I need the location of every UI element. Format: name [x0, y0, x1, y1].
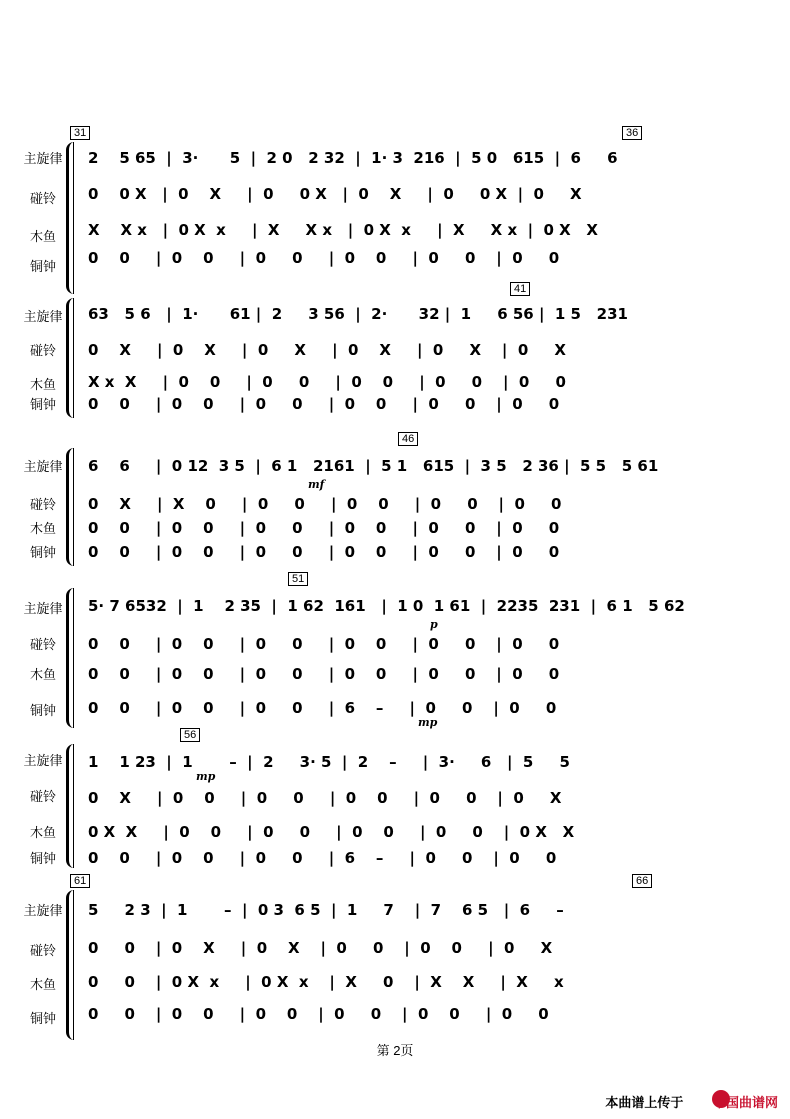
- source-prefix: 本曲谱上传于: [605, 1095, 684, 1110]
- instrument-label: 主旋律: [23, 310, 63, 325]
- instrument-label: 主旋律: [23, 152, 63, 167]
- instrument-label: 碰铃: [29, 344, 56, 359]
- instrument-label: 铜钟: [29, 398, 56, 413]
- source-brand[interactable]: 中国曲谱网: [712, 1095, 778, 1110]
- notation-row: 0 0 | 0 0 | 0 0 | 0 0 | 0 0 | 0 0: [88, 635, 560, 653]
- instrument-label: 主旋律: [23, 904, 63, 919]
- notation-row: 63 5 6 | 1· 61 | 2 3 56 | 2· 32 | 1 6 56 | 1 5 231: [88, 305, 628, 323]
- instrument-label: 碰铃: [29, 192, 56, 207]
- page-number: 第 2页: [376, 1043, 414, 1058]
- dynamic-marking: mp: [418, 716, 438, 729]
- notation-row: 0 0 | 0 X x | 0 X x | X 0 | X X | X x: [88, 973, 564, 991]
- notation-row: X x X | 0 0 | 0 0 | 0 0 | 0 0 | 0 0: [88, 373, 566, 391]
- instrument-label: 木鱼: [29, 522, 56, 537]
- measure-number: 66: [632, 874, 652, 888]
- instrument-label: 主旋律: [23, 460, 63, 475]
- dynamic-marking: p: [430, 618, 438, 631]
- instrument-label: 碰铃: [29, 790, 56, 805]
- instrument-label: 木鱼: [29, 230, 56, 245]
- notation-row: 0 0 | 0 0 | 0 0 | 0 0 | 0 0 | 0 0: [88, 543, 560, 561]
- notation-row: 1 1 23 | 1 – | 2 3· 5 | 2 – | 3· 6 | 5 5: [88, 753, 570, 771]
- notation-row: 2 5 65 | 3· 5 | 2 0 2 32 | 1· 3 216 | 5 0 615 | 6 6: [88, 149, 618, 167]
- instrument-label: 铜钟: [29, 852, 56, 867]
- notation-row: 0 0 | 0 0 | 0 0 | 0 0 | 0 0 | 0 0: [88, 1005, 549, 1023]
- instrument-label: 木鱼: [29, 826, 56, 841]
- instrument-label: 碰铃: [29, 638, 56, 653]
- notation-row: 0 X | 0 0 | 0 0 | 0 0 | 0 0 | 0 X: [88, 789, 562, 807]
- instrument-label: 木鱼: [29, 978, 56, 993]
- notation-row: 0 X | 0 X | 0 X | 0 X | 0 X | 0 X: [88, 341, 566, 359]
- instrument-label: 主旋律: [23, 754, 63, 769]
- notation-row: 0 0 | 0 0 | 0 0 | 0 0 | 0 0 | 0 0: [88, 519, 560, 537]
- notation-row: 0 0 X | 0 X | 0 0 X | 0 X | 0 0 X | 0 X: [88, 185, 582, 203]
- notation-row: 0 X | X 0 | 0 0 | 0 0 | 0 0 | 0 0: [88, 495, 562, 513]
- instrument-label: 铜钟: [29, 1012, 56, 1027]
- dynamic-marking: mp: [196, 770, 216, 783]
- measure-number: 46: [398, 432, 418, 446]
- instrument-label: 铜钟: [29, 704, 56, 719]
- instrument-label: 铜钟: [29, 546, 56, 561]
- notation-row: 0 0 | 0 X | 0 X | 0 0 | 0 0 | 0 X: [88, 939, 553, 957]
- instrument-label: 主旋律: [23, 602, 63, 617]
- measure-number: 56: [180, 728, 200, 742]
- notation-row: 0 0 | 0 0 | 0 0 | 6 – | 0 0 | 0 0: [88, 699, 557, 717]
- dynamic-marking: mf: [308, 478, 325, 491]
- notation-row: 0 0 | 0 0 | 0 0 | 6 – | 0 0 | 0 0: [88, 849, 557, 867]
- instrument-label: 木鱼: [29, 668, 56, 683]
- instrument-label: 碰铃: [29, 498, 56, 513]
- measure-number: 51: [288, 572, 308, 586]
- notation-row: X X x | 0 X x | X X x | 0 X x | X X x | 0 X X: [88, 221, 598, 239]
- notation-row: 5· 7 6532 | 1 2 35 | 1 62 161 | 1 0 1 61 | 2235 231 | 6 1 5 62: [88, 597, 685, 615]
- instrument-label: 铜钟: [29, 260, 56, 275]
- measure-number: 31: [70, 126, 90, 140]
- notation-row: 6 6 | 0 12 3 5 | 6 1 2161 | 5 1 615 | 3 5 2 36 | 5 5 5 61: [88, 457, 659, 475]
- notation-row: 5 2 3 | 1 – | 0 3 6 5 | 1 7 | 7 6 5 | 6 –: [88, 901, 564, 919]
- notation-row: 0 0 | 0 0 | 0 0 | 0 0 | 0 0 | 0 0: [88, 395, 560, 413]
- instrument-label: 木鱼: [29, 378, 56, 393]
- measure-number: 61: [70, 874, 90, 888]
- source-credit: [605, 1092, 778, 1111]
- notation-row: 0 0 | 0 0 | 0 0 | 0 0 | 0 0 | 0 0: [88, 249, 560, 267]
- measure-number: 41: [510, 282, 530, 296]
- measure-number: 36: [622, 126, 642, 140]
- notation-row: 0 0 | 0 0 | 0 0 | 0 0 | 0 0 | 0 0: [88, 665, 560, 683]
- instrument-label: 碰铃: [29, 944, 56, 959]
- notation-row: 0 X X | 0 0 | 0 0 | 0 0 | 0 0 | 0 X X: [88, 823, 575, 841]
